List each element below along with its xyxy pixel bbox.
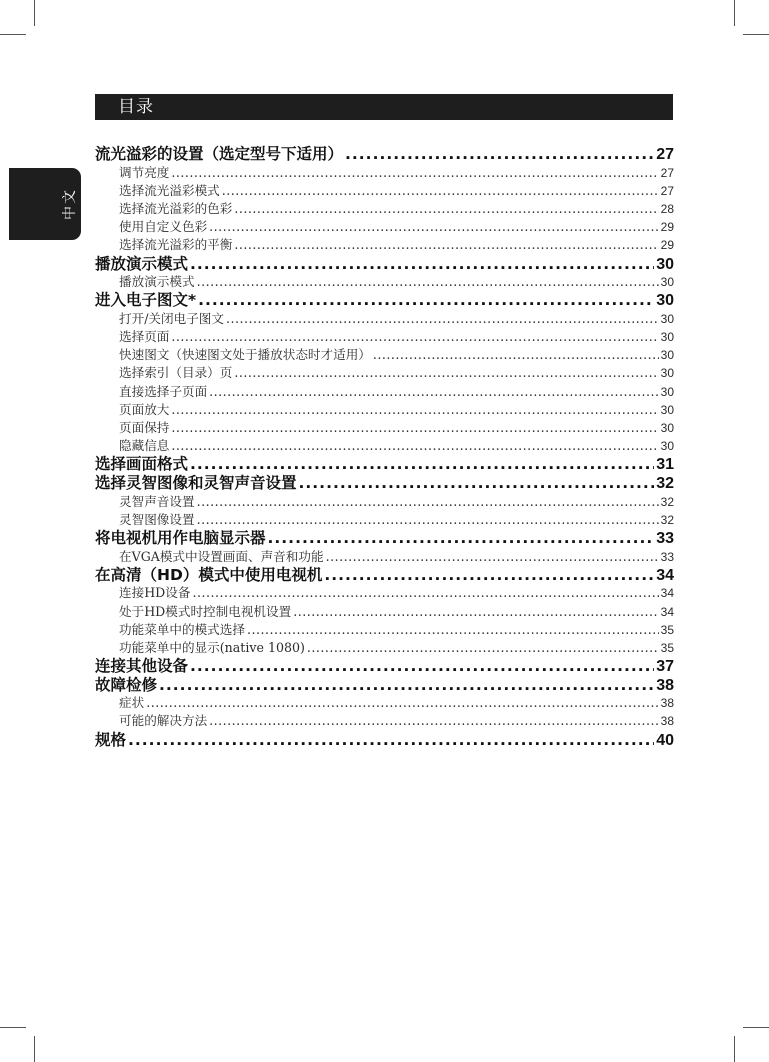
leader-dots [190, 455, 654, 474]
toc-page: 33 [660, 549, 674, 564]
leader-dots [326, 548, 659, 566]
leader-dots [209, 218, 658, 236]
toc-page: 30 [660, 402, 674, 417]
leader-dots [171, 437, 658, 455]
toc-section[interactable] [95, 731, 674, 750]
toc-section[interactable] [95, 657, 674, 676]
language-tab [9, 168, 81, 240]
leader-dots [209, 712, 658, 730]
toc-title: 灵智声音设置 [119, 493, 195, 509]
toc-title: 隐藏信息 [119, 438, 170, 454]
toc-section[interactable] [95, 255, 674, 274]
toc-page: 30 [660, 366, 674, 381]
toc-section[interactable] [95, 529, 674, 548]
toc-entry[interactable] [95, 584, 674, 602]
leader-dots [197, 493, 659, 511]
toc-page: 31 [656, 456, 674, 474]
toc-entry[interactable] [95, 511, 674, 529]
leader-dots [171, 328, 658, 346]
toc-title: 选择灵智图像和灵智声音设置 [95, 474, 297, 492]
toc-entry[interactable] [95, 218, 674, 236]
toc-title: 页面保持 [119, 420, 170, 436]
toc-title: 处于HD模式时控制电视机设置 [119, 603, 292, 619]
leader-dots [159, 676, 654, 695]
toc-title: 功能菜单中的模式选择 [119, 621, 245, 637]
toc-title: 选择流光溢彩的平衡 [119, 237, 233, 253]
toc-page: 30 [660, 384, 674, 399]
crop-mark [743, 34, 769, 35]
toc-page: 38 [656, 676, 674, 694]
toc-page: 34 [660, 604, 674, 619]
toc-title: 流光溢彩的设置（选定型号下适用） [95, 145, 344, 163]
toc-page: 30 [660, 439, 674, 454]
toc-entry[interactable] [95, 437, 674, 455]
crop-mark [734, 1036, 735, 1062]
toc-entry[interactable] [95, 328, 674, 346]
toc-title: 功能菜单中的显示(native 1080) [119, 639, 305, 655]
toc-entry[interactable] [95, 639, 674, 657]
toc-page: 38 [660, 714, 674, 729]
leader-dots [192, 584, 658, 602]
toc-page: 38 [660, 696, 674, 711]
toc-entry[interactable] [95, 273, 674, 291]
toc-entry[interactable] [95, 548, 674, 566]
leader-dots [293, 603, 658, 621]
toc-page: 30 [660, 348, 674, 363]
toc-entry[interactable] [95, 694, 674, 712]
leader-dots [209, 383, 658, 401]
leader-dots [373, 346, 659, 364]
toc-title: 选择页面 [119, 329, 170, 345]
toc-page: 37 [656, 658, 674, 676]
toc-page: 32 [660, 512, 674, 527]
toc-page: 34 [660, 586, 674, 601]
toc-entry[interactable] [95, 603, 674, 621]
toc-title: 进入电子图文* [95, 291, 197, 310]
leader-dots [307, 639, 659, 657]
toc-title: 可能的解决方法 [119, 713, 208, 729]
toc-page: 35 [660, 622, 674, 637]
toc-entry[interactable] [95, 182, 674, 200]
toc-page: 32 [656, 475, 674, 492]
leader-dots [128, 731, 654, 750]
toc-entry[interactable] [95, 310, 674, 328]
toc-page: 30 [656, 255, 674, 273]
leader-dots [171, 164, 658, 182]
leader-dots [171, 419, 658, 437]
crop-mark [34, 1036, 35, 1062]
crop-mark [0, 1027, 26, 1028]
toc-page: 30 [656, 292, 674, 310]
crop-mark [34, 0, 35, 26]
toc-title: 故障检修 [95, 675, 158, 694]
leader-dots [190, 657, 654, 676]
toc-section[interactable] [95, 676, 674, 695]
toc-title: 连接HD设备 [119, 585, 191, 601]
toc-page: 27 [660, 183, 674, 198]
toc-entry[interactable] [95, 712, 674, 730]
toc-page: 30 [660, 311, 674, 326]
toc-page: 40 [656, 731, 674, 749]
toc-title: 将电视机用作电脑显示器 [95, 528, 266, 547]
toc-page: 32 [660, 494, 674, 509]
title-bar [95, 94, 673, 120]
toc-entry[interactable] [95, 493, 674, 511]
toc-section[interactable] [95, 455, 674, 474]
toc-title: 打开/关闭电子图文 [119, 310, 224, 326]
leader-dots [268, 529, 655, 548]
page-title: 目录 [118, 97, 154, 117]
toc-page: 35 [660, 640, 674, 655]
leader-dots [197, 273, 659, 291]
leader-dots [146, 694, 658, 712]
toc-entry[interactable] [95, 383, 674, 401]
toc-page: 30 [660, 275, 674, 290]
toc-title: 在VGA模式中设置画面、声音和功能 [119, 548, 324, 564]
crop-mark [734, 0, 735, 26]
toc-page: 27 [656, 146, 674, 163]
leader-dots [299, 474, 655, 493]
toc-page: 27 [660, 165, 674, 180]
toc-entry[interactable] [95, 164, 674, 182]
toc-title: 症状 [119, 695, 145, 711]
leader-dots [226, 310, 659, 328]
toc-title: 规格 [95, 730, 127, 749]
toc-title: 选择流光溢彩模式 [119, 182, 220, 198]
toc-title: 选择画面格式 [95, 455, 189, 474]
leader-dots [345, 145, 654, 164]
toc-title: 直接选择子页面 [119, 383, 208, 399]
toc-section[interactable] [95, 145, 674, 164]
table-of-contents [95, 145, 674, 749]
toc-title: 在高清（HD）模式中使用电视机 [95, 565, 323, 584]
toc-page: 29 [660, 220, 674, 235]
toc-entry[interactable] [95, 346, 674, 364]
toc-title: 连接其他设备 [95, 657, 189, 676]
leader-dots [190, 255, 654, 274]
leader-dots [234, 200, 658, 218]
leader-dots [222, 182, 659, 200]
leader-dots [198, 291, 654, 310]
leader-dots [197, 511, 659, 529]
toc-entry[interactable] [95, 401, 674, 419]
toc-page: 33 [656, 529, 674, 547]
leader-dots [247, 621, 659, 639]
crop-mark [0, 34, 26, 35]
toc-title: 快速图文（快速图文处于播放状态时才适用） [119, 347, 371, 363]
toc-section[interactable] [95, 474, 674, 493]
toc-title: 播放演示模式 [119, 274, 195, 290]
toc-entry[interactable] [95, 236, 674, 254]
toc-section[interactable] [95, 291, 674, 310]
leader-dots [234, 236, 658, 254]
leader-dots [171, 401, 658, 419]
toc-title: 使用自定义色彩 [119, 219, 208, 235]
toc-page: 34 [656, 566, 674, 584]
toc-title: 选择流光溢彩的色彩 [119, 200, 233, 216]
language-tab-label: 中文 [62, 188, 78, 220]
toc-title: 选择索引（目录）页 [119, 365, 233, 381]
toc-page: 30 [660, 330, 674, 345]
toc-entry[interactable] [95, 419, 674, 437]
toc-page: 30 [660, 421, 674, 436]
toc-entry[interactable] [95, 364, 674, 382]
toc-title: 调节亮度 [119, 164, 170, 180]
toc-title: 页面放大 [119, 401, 170, 417]
toc-entry[interactable] [95, 200, 674, 218]
leader-dots [234, 364, 658, 382]
crop-mark [743, 1027, 769, 1028]
toc-section[interactable] [95, 566, 674, 585]
toc-page: 28 [660, 201, 674, 216]
toc-title: 播放演示模式 [95, 254, 189, 273]
toc-page: 29 [660, 238, 674, 253]
leader-dots [324, 566, 654, 585]
toc-title: 灵智图像设置 [119, 511, 195, 527]
toc-entry[interactable] [95, 621, 674, 639]
